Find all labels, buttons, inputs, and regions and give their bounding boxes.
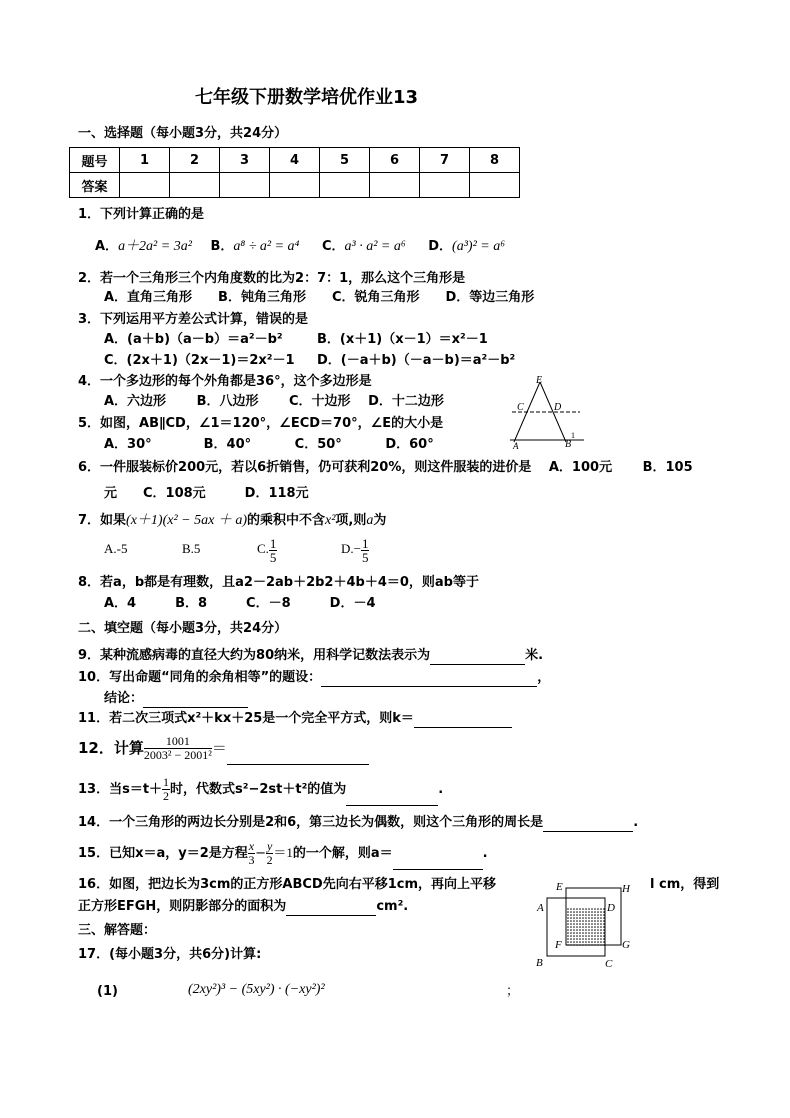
question-3-option-c: C．(2x＋1)（2x－1)＝2x²－1 — [104, 353, 295, 368]
label-c: C — [517, 402, 524, 413]
label-c: C — [605, 958, 613, 970]
label-a: A — [537, 902, 544, 914]
answer-cell[interactable] — [320, 173, 370, 198]
option-c: a³ · a² = a⁶ — [344, 239, 406, 254]
question-11: 11．若二次三项式x²＋kx＋25是一个完全平方式，则k＝ — [78, 710, 512, 728]
question-17-part1-end: ； — [506, 984, 520, 999]
table-row-numbers — [70, 148, 520, 173]
answer-cell[interactable] — [370, 173, 420, 198]
table-row-answers — [70, 173, 520, 198]
option-d: (a³)² = a⁶ — [452, 239, 506, 254]
question-7-option-a: A.-5 — [104, 541, 128, 556]
answer-blank[interactable] — [393, 855, 483, 870]
question-16-line1: 16．如图，把边长为3cm的正方形ABCD先向右平移1cm，再向上平移 — [78, 877, 496, 892]
question-6-line1: 6．一件服装标价200元，若以6折销售，仍可获利20%，则这件服装的进价是 A．100元 B．105 — [78, 460, 693, 475]
question-16-figure — [534, 878, 636, 970]
question-13: 13．当s＝t＋ $\frac{1}{2}$ 时，代数式s²−2st＋t²的值为 . — [78, 774, 443, 806]
section-solve-heading: 三、解答题： — [78, 923, 157, 938]
question-14: 14．一个三角形的两边长分别是2和6，第三边长为偶数，则这个三角形的周长是 . — [78, 815, 639, 830]
section-choice-heading: 一、选择题（每小题3分，共24分） — [78, 126, 288, 141]
label-h: H — [622, 883, 630, 895]
table-cell-number: 5 — [320, 148, 370, 173]
label-d: D — [607, 902, 615, 914]
label-g: G — [622, 939, 630, 951]
question-5-stem: 5．如图，AB∥CD，∠1＝120°，∠ECD＝70°，∠E的大小是 — [78, 416, 444, 431]
question-3-option-a: A．(a＋b)（a－b）＝a²－b² — [104, 332, 283, 347]
label-b: B — [565, 439, 572, 450]
table-cell-number: 3 — [220, 148, 270, 173]
answer-blank[interactable] — [321, 672, 537, 687]
shaded-region — [566, 908, 605, 946]
question-4-options: A．六边形 B．八边形 C．十边形 D．十二边形 — [104, 394, 444, 409]
question-7-stem: 7．如果(x＋1)(x² − 5ax ＋ a)的乘积中不含x²项,则a为 — [78, 513, 387, 528]
table-cell-number: 7 — [420, 148, 470, 173]
question-3-option-d: D．(－a＋b)（－a－b)＝a²－b² — [317, 353, 516, 368]
question-12: 12．计算 $\frac{1001}{\text{2003² − 2001²}}$ ＝ — [78, 731, 369, 765]
answer-cell[interactable] — [270, 173, 320, 198]
label-f: F — [555, 939, 562, 951]
table-cell-number: 2 — [170, 148, 220, 173]
question-16-line2: 正方形EFGH，则阴影部分的面积为 cm². — [78, 899, 409, 914]
table-cell-number: 1 — [120, 148, 170, 173]
question-6-line2: 元 C．108元 D．118元 — [104, 486, 309, 501]
question-7-option-b: B.5 — [182, 541, 201, 556]
question-8-stem: 8．若a，b都是有理数，且a2－2ab＋2b2＋4b＋4＝0，则ab等于 — [78, 575, 479, 590]
table-cell-number: 8 — [470, 148, 520, 173]
question-16-line1-end: l cm，得到 — [650, 877, 720, 892]
label-a: A — [513, 441, 519, 450]
question-5-options: A．30° B．40° C．50° D．60° — [104, 437, 434, 452]
question-7-option-c: C. $\frac{1}{5}$ — [257, 535, 277, 565]
option-b: a⁸ ÷ a² = a⁴ — [233, 239, 300, 254]
label-d: D — [554, 402, 562, 413]
question-10-conclusion: 结论： — [104, 690, 248, 708]
label-b: B — [536, 957, 543, 969]
question-7-option-d: D.− $\frac{1}{5}$ — [341, 535, 369, 565]
question-1-options: A．a＋2a² = 3a² B．a⁸ ÷ a² = a⁴ C．a³ · a² = a⁶ D．(a³)² = a⁶ — [95, 239, 506, 254]
question-9: 9．某种流感病毒的直径大约为80纳米，用科学记数法表示为 米. — [78, 648, 544, 663]
answer-blank[interactable] — [143, 693, 248, 708]
option-a: a＋2a² = 3a² — [118, 239, 192, 254]
label-e: E — [556, 881, 563, 893]
answer-blank[interactable] — [227, 748, 369, 765]
question-17-stem: 17．(每小题3分，共6分)计算: — [78, 947, 262, 962]
question-4-stem: 4．一个多边形的每个外角都是36°，这个多边形是 — [78, 374, 372, 389]
section-fill-heading: 二、填空题（每小题3分，共24分） — [78, 621, 288, 636]
question-2-options: A．直角三角形 B．钝角三角形 C．锐角三角形 D．等边三角形 — [104, 290, 535, 305]
table-cell-number: 6 — [370, 148, 420, 173]
question-10: 10．写出命题“同角的余角相等”的题设： ， — [78, 670, 551, 685]
table-header-cell: 答案 — [70, 173, 120, 198]
answer-cell[interactable] — [420, 173, 470, 198]
answer-blank[interactable] — [286, 901, 376, 916]
answer-cell[interactable] — [120, 173, 170, 198]
label-1: 1 — [571, 431, 575, 440]
question-1-stem: 1．下列计算正确的是 — [78, 207, 205, 222]
table-header-cell: 题号 — [70, 148, 120, 173]
answer-cell[interactable] — [470, 173, 520, 198]
question-15: 15．已知x＝a，y＝2是方程 $\frac{x}{3}$ − $\frac{y}{2}$ ＝1的一个解，则a＝ . — [78, 837, 488, 870]
question-2-stem: 2．若一个三角形三个内角度数的比为2：7：1，那么这个三角形是 — [78, 271, 466, 286]
answer-table — [69, 147, 520, 198]
question-17-part1-label: (1) — [97, 984, 118, 999]
question-3-option-b: B．(x＋1)（x－1）＝x²－1 — [317, 332, 488, 347]
answer-blank[interactable] — [346, 791, 438, 806]
question-3-stem: 3．下列运用平方差公式计算，错误的是 — [78, 312, 309, 327]
label-e: E — [536, 375, 543, 386]
answer-cell[interactable] — [220, 173, 270, 198]
answer-blank[interactable] — [543, 817, 633, 832]
question-5-figure — [508, 374, 588, 450]
answer-blank[interactable] — [414, 713, 512, 728]
answer-blank[interactable] — [430, 650, 525, 665]
table-cell-number: 4 — [270, 148, 320, 173]
answer-cell[interactable] — [170, 173, 220, 198]
page-title: 七年级下册数学培优作业13 — [195, 87, 419, 108]
question-17-part1-expr: (2xy²)³ − (5xy²) · (−xy²)² — [188, 982, 325, 997]
question-8-options: A．4 B．8 C．－8 D．－4 — [104, 596, 376, 611]
